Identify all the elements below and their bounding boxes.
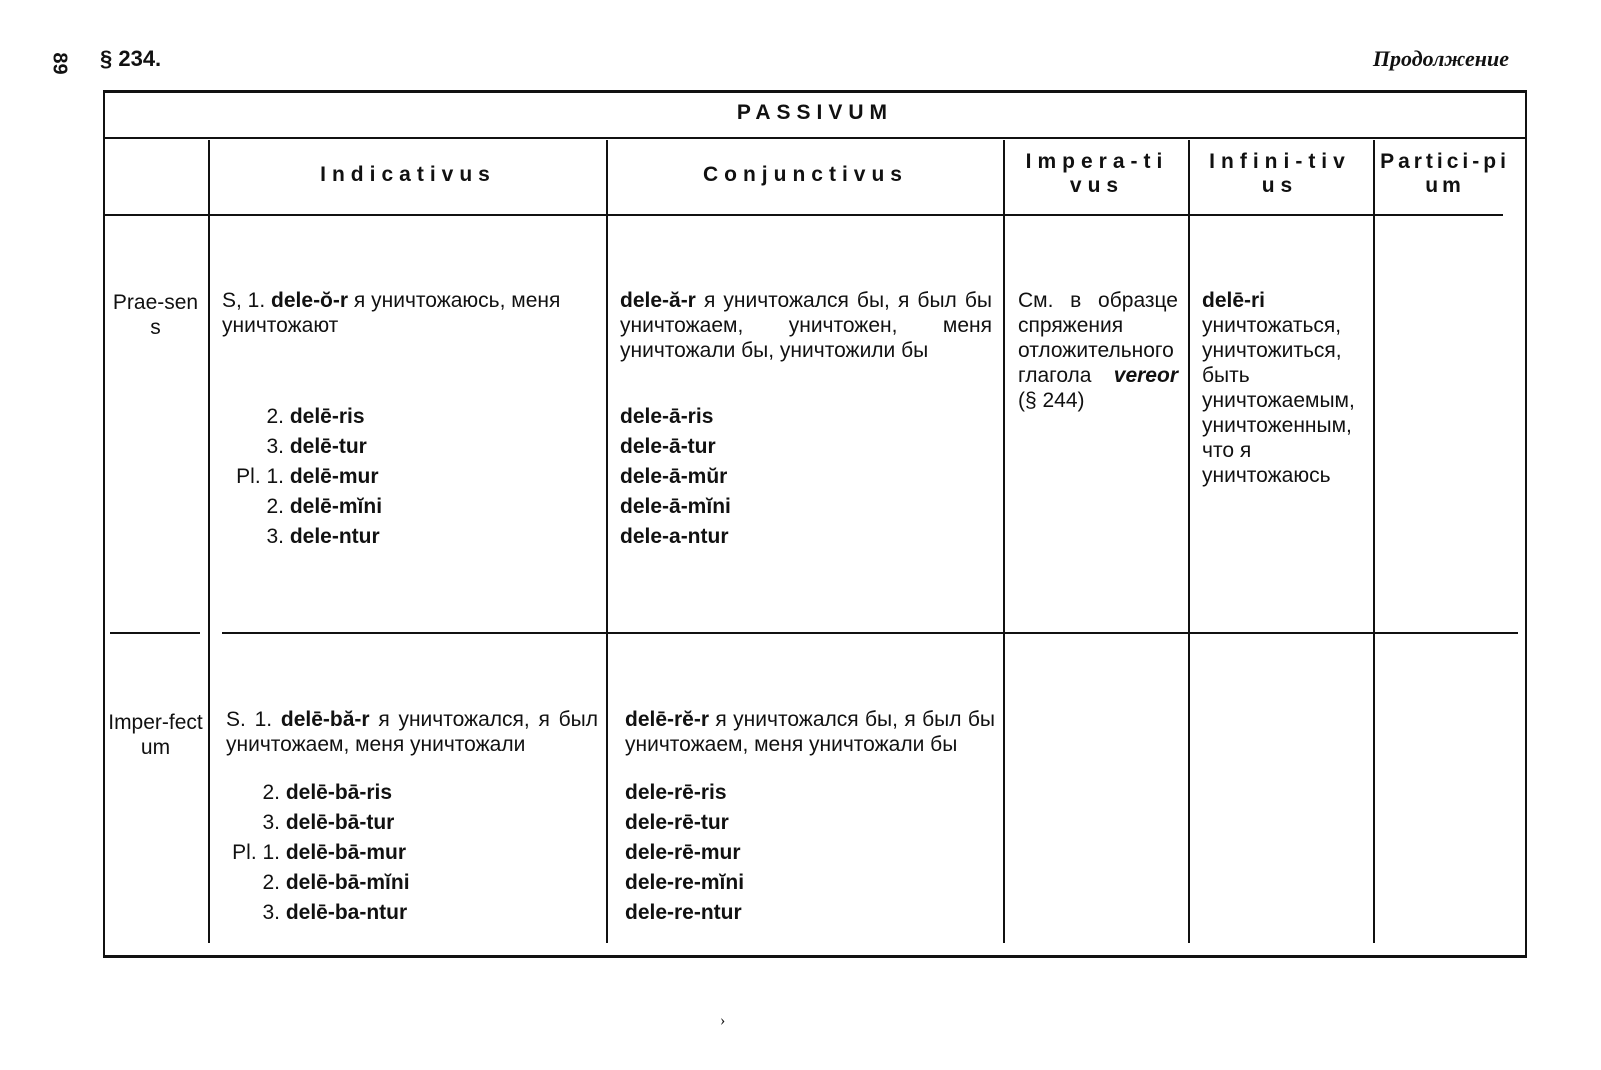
row-label-imperfectum: Imper-fectum — [108, 711, 203, 759]
header-rule — [103, 214, 1503, 216]
imperfectum-conjunctivus-forms — [625, 778, 995, 928]
list-item: 2. delē-bā-mĭni — [262, 871, 410, 894]
list-item: dele-re-ntur — [625, 901, 742, 924]
imperfectum-indicativus-s1 — [226, 707, 598, 757]
list-item: dele-rē-ris — [625, 781, 727, 804]
list-item: 2. delē-ris — [266, 405, 365, 428]
list-item: Pl. 1. delē-mur — [236, 465, 379, 488]
col-header-conjunctivus: Conjunctivus — [702, 163, 908, 186]
section-number: § 234. — [100, 46, 162, 71]
list-item: dele-rē-tur — [625, 811, 729, 834]
col-rule-4 — [1188, 140, 1190, 943]
praesens-indicativus-s1 — [222, 288, 597, 338]
col-header-infinitivus: Infini-tivus — [1209, 150, 1351, 197]
col-rule-1 — [208, 140, 210, 943]
verb-form: delē-rĕ-r — [625, 708, 710, 731]
translation: я уничтожался бы, я был бы уничтожаем, меня уничтожали бы — [625, 708, 995, 756]
row-rule-1 — [110, 632, 200, 634]
col-rule-5 — [1373, 140, 1375, 943]
praesens-imperativus-note: См. в образце спряжения отложительного глагола vereor (§ 244) — [1018, 289, 1178, 412]
col-rule-3 — [1003, 140, 1005, 943]
list-item: Pl. 1. delē-bā-mur — [232, 841, 407, 864]
list-item: 3. delē-bā-tur — [262, 811, 395, 834]
page-number: 89 — [48, 52, 71, 75]
list-item: 3. dele-ntur — [266, 525, 380, 548]
list-item: dele-re-mĭni — [625, 871, 745, 894]
verb-form: dele-ă-r — [620, 289, 696, 312]
person-number: S. 1. — [226, 708, 273, 731]
table-title: PASSIVUM — [736, 101, 894, 124]
imperfectum-indicativus-forms — [222, 778, 597, 928]
list-item: 3. delē-tur — [266, 435, 367, 458]
list-item: 3. delē-ba-ntur — [262, 901, 408, 924]
row-label-praesens: Prae-sens — [112, 291, 199, 339]
footer-mark: › — [720, 1012, 726, 1029]
list-item: dele-rē-mur — [625, 841, 741, 864]
col-rule-2 — [606, 140, 608, 943]
verb-form: delē-bă-r — [280, 708, 370, 731]
praesens-indicativus-forms — [222, 402, 597, 552]
translation: я уничтожался, я был уничтожаем, меня уничтожали — [226, 708, 598, 756]
list-item: dele-ā-mĭni — [620, 495, 731, 518]
verb-form: dele-ŏ-r — [271, 289, 349, 312]
list-item: dele-ā-mŭr — [620, 465, 728, 488]
col-header-indicativus: Indicativus — [320, 163, 496, 186]
praesens-conjunctivus-s1 — [620, 288, 992, 363]
list-item: dele-ā-ris — [620, 405, 714, 428]
col-header-participium: Partici-pium — [1380, 150, 1510, 197]
verb-form: delē-ri — [1202, 289, 1266, 312]
list-item: 2. delē-bā-ris — [262, 781, 393, 804]
list-item: 2. delē-mĭni — [266, 495, 383, 518]
section-ref: (§ 244) — [1018, 389, 1085, 412]
person-number: S, 1. — [222, 289, 266, 312]
reference-verb: vereor — [1113, 364, 1178, 387]
title-rule — [103, 137, 1527, 139]
translation: я уничтожался бы, я был бы уничтожаем, уничтожен, меня уничтожали бы, уничтожили бы — [620, 289, 992, 362]
translation: уничтожаться, уничтожиться, быть уничтожаемым, уничтоженным, что я уничтожаюсь — [1202, 314, 1355, 487]
praesens-conjunctivus-forms — [620, 402, 992, 552]
list-item: dele-a-ntur — [620, 525, 729, 548]
col-header-imperativus: Impera-tivus — [1025, 150, 1169, 197]
praesens-infinitivus — [1202, 288, 1370, 488]
row-rule-2 — [222, 632, 1518, 634]
list-item: dele-ā-tur — [620, 435, 716, 458]
translation: я уничтожаюсь, меня уничтожают — [222, 289, 561, 337]
continuation-label: Продолжение — [1372, 46, 1509, 71]
imperfectum-conjunctivus-s1 — [625, 707, 995, 757]
